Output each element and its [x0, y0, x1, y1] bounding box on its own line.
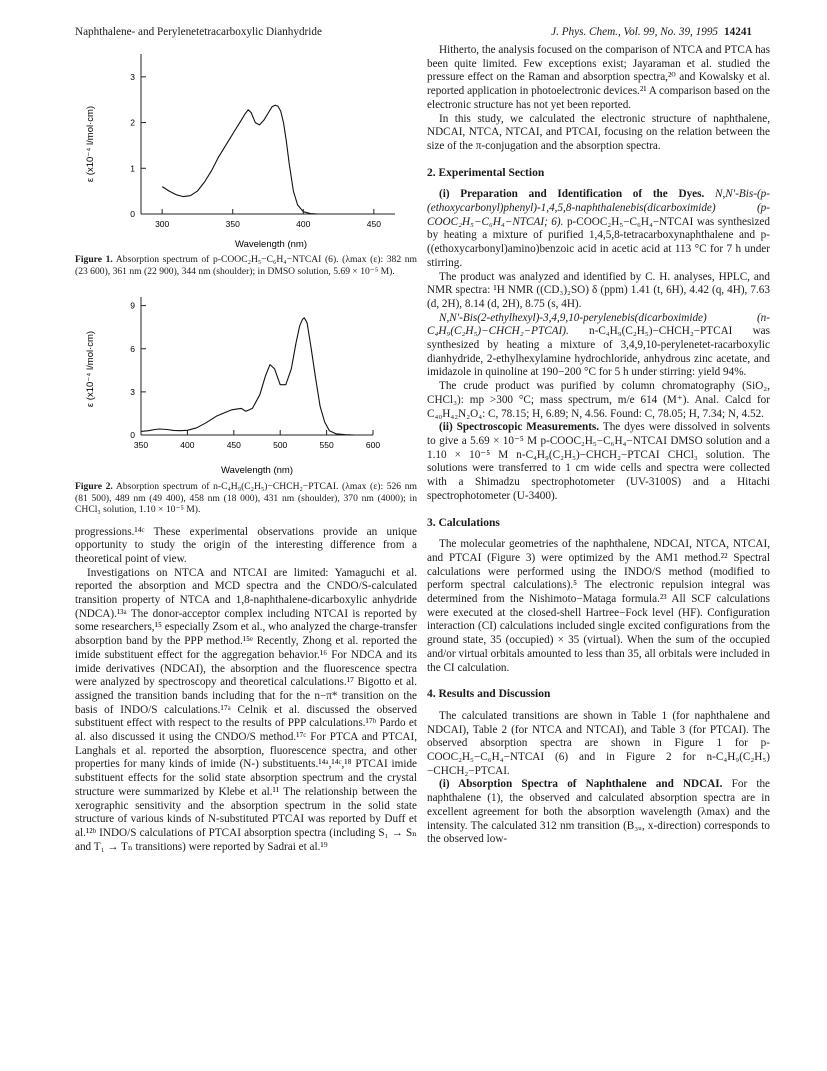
c1-x-tick-label: 400	[296, 219, 311, 229]
results-runin-heading: (i) Absorption Spectra of Naphthalene and NDCAI.	[439, 778, 723, 791]
compound-6-synthesis: p-COOC₂H₅−C₆H₄−NTCAI was synthesized by heating a mixture of purified 1,4,5,8-tetracarboxynaphthalene and p-((ethoxycarbonyl)amino)benzoic acid in acetic acid at 113 °C for 7 h under stirring.	[427, 215, 770, 269]
section-3-heading: 3. Calculations	[427, 516, 500, 529]
right-column	[427, 44, 770, 847]
nmr-paragraph: The product was analyzed and identified by C. H. analyses, HPLC, and NMR spectra: ¹H NMR ((CD₃)₂SO) δ (ppm) 1.41 (t, 6H), 4.42 (q, 4H), 7.63 (d, 2H), 8.14 (d, 2H), 8.75 (s, 4H).	[427, 270, 770, 310]
figure-1-caption	[75, 254, 417, 277]
figure-2-caption-text: Absorption spectrum of n-C₄H₉(C₂H₅)−CHCH₂−PTCAI. (λmax (ε): 526 nm (81 500), 489 nm (49 400), 458 nm (18 000), 431 nm (shoulder), 370 nm (4000); in CHCl₃ solution, 1.10 × 10⁻⁵ M).	[75, 481, 417, 515]
intro-paragraph-2: In this study, we calculated the electronic structure of naphthalene, NDCAI, NTCA, NTCAI, and PTCAI, focusing on the relation between the size of the π-conjugation and the absorption spectra.	[427, 112, 770, 152]
ptcai-paragraph	[427, 312, 770, 381]
figure-2-chart	[75, 289, 417, 479]
section-4-heading: 4. Results and Discussion	[427, 688, 551, 701]
c2-y-tick-label: 3	[130, 386, 135, 397]
c2-y-tick-label: 9	[130, 300, 135, 311]
c2-x-tick-label: 450	[226, 440, 241, 450]
figure-2-y-axis-label: ε (x10⁻⁴ l/mol·cm)	[85, 330, 96, 408]
c2-y-tick-label: 0	[130, 430, 135, 440]
c1-y-tick-label: 3	[130, 71, 135, 82]
c1-x-tick-label: 300	[155, 219, 170, 229]
figure-1-y-axis-label: ε (x10⁻⁴ l/mol·cm)	[85, 105, 96, 183]
c2-x-tick-label: 550	[319, 440, 334, 450]
c2-series-line	[141, 318, 354, 435]
left-paragraph-1: progressions.¹⁴ᶜ These experimental observations provide an unique opportunity to study the origin of the interesting difference from a theoretical point of view.	[75, 525, 417, 565]
results-paragraph-2	[427, 778, 770, 847]
c1-series-line	[162, 105, 317, 214]
figure-2-axes	[141, 297, 373, 435]
c2-y-tick-label: 6	[130, 343, 135, 354]
figure-1-axes	[141, 54, 395, 214]
c1-x-tick-label: 450	[366, 219, 381, 229]
figure-1-caption-label: Figure 1.	[75, 254, 113, 265]
spectroscopy-runin-heading: (ii) Spectroscopic Measurements.	[439, 421, 600, 434]
header-page-number: 14241	[724, 26, 752, 38]
c1-y-tick-label: 1	[130, 163, 135, 174]
figure-1-x-axis-label: Wavelength (nm)	[235, 239, 307, 250]
figure-2-caption	[75, 481, 417, 516]
spectroscopy-paragraph	[427, 421, 770, 503]
calculations-paragraph: The molecular geometries of the naphthalene, NDCAI, NTCA, NTCAI, and PTCAI (Figure 3) were optimized by the AM1 method.²² Spectral calculations were performed using the INDO/S method (modified to perform spectral calculations).⁵ The electronic repulsion integral was determined from the Nishimoto−Mataga formula.²³ All SCF calculations were executed at the closed-shell Hartree−Fock level (HF). Configuration interaction (CI) calculations included single excited configurations from the ground state, 35 (occupied) × 35 (virtual). When the sum of the occupied and/or virtual orbitals amounted to less than 35, all orbitals were included in the CI calculation.	[427, 538, 770, 674]
results-body: For the naphthalene (1), the observed and calculated absorption spectra are in excellent agreement for both the absorption wavelength (λmax) and the intensity. The calculated 312 nm transition (B₃ᵤ, x-direction) corresponds to the observed low-	[427, 778, 771, 846]
dyes-paragraph	[427, 188, 770, 270]
header-journal-info	[551, 24, 752, 40]
figure-2-caption-label: Figure 2.	[75, 481, 113, 492]
dyes-runin-heading: (i) Preparation and Identification of the Dyes.	[439, 188, 705, 201]
purification-paragraph: The crude product was purified by column chromatography (SiO₂, CHCl₃): mp >300 °C; mass spectrum, m/e 614 (M⁺). Anal. Calcd for C₄₀H₄₂N₂O₄: C, 78.15; H, 6.89; N, 4.56. Found: C, 78.05; H, 7.34; N, 4.52.	[427, 380, 770, 420]
c2-x-tick-label: 500	[273, 440, 288, 450]
header-journal: J. Phys. Chem., Vol. 99, No. 39, 1995	[551, 26, 719, 38]
intro-paragraph-1: Hitherto, the analysis focused on the comparison of NTCA and PTCA has been quite limited. Few exceptions exist; Jayaraman et al. studied the pressure effect on the Raman and absorption spectra,²⁰ and Kowalsky et al. reported application in photoelectronic devices.²¹ A comparison based on the electronic structure has not yet been reported.	[427, 44, 770, 111]
figure-2-x-axis-label: Wavelength (nm)	[221, 465, 293, 476]
figure-1-chart	[75, 44, 417, 252]
spectroscopy-body: The dyes were dissolved in solvents to give a 5.69 × 10⁻⁵ M p-COOC₂H₅−C₆H₄−NTCAI DMSO solution and a 1.10 × 10⁻⁵ M n-C₄H₉(C₂H₅)−CHCH₂−PTCAI CHCl₃ solution. The solutions were transferred to 1 cm wide cells and spectra were collected with a Shimadzu spectrophotometer (UV-3100S) and a Hitachi spectrophotometer (U-3400).	[427, 421, 771, 502]
running-header	[75, 24, 752, 40]
left-paragraph-2: Investigations on NTCA and NTCAI are limited: Yamaguchi et al. reported the absorption and MCD spectra and the CNDO/S-calculated transition property of NTCA and 1,8-naphthalene-dicarboxylic anhydride (NDCA).¹³ᵃ The donor-acceptor complex including NTCAI is reported by some researchers,¹⁵ especially Zsom et al., who analyzed the charge-transfer absorption band by the PPP method.¹⁵ᵉ Recently, Zhong et al. reported the imide substituent effect for the aggregation behavior.¹⁶ For NDCA and its imide derivatives (NDCAI), the absorption and the fluorescence spectra were analyzed by spectroscopy and theoretical calculations.¹⁷ Bigotto et al. assigned the transition bands including that for the n−π* transition on the basis of INDO/S calculations.¹⁷ᵃ Celnik et al. discussed the observed substituent effect with respect to the results of PPP calculations.¹⁷ᵇ Pardo et al. also discussed it using the CNDO/S method.¹⁷ᶜ For PTCA and PTCAI, Langhals et al. reported the absorption, fluorescence spectra, and other properties for many kinds of imide (N-) substituents.¹⁴ᵃ,¹⁴ᶜ,¹⁸ PTCAI imide substituent effects for the solid state absorption spectrum and the crystal structure were summarized by Klebe et al.¹¹ The relationship between the xerographic sensitivity and the absorption spectrum in the solid state structure of various kinds of N-substituted PTCAI was reported by Duff et al.¹²ᵇ INDO/S calculations of PTCAI absorption spectra (including S₁ → Sₙ and T₁ → Tₙ transitions) were reported by Sadrai et al.¹⁹	[75, 566, 417, 853]
c1-y-tick-label: 2	[130, 117, 135, 128]
c2-x-tick-label: 350	[133, 440, 149, 450]
ptcai-synthesis: n-C₄H₉(C₂H₅)−CHCH₂−PTCAI was synthesized by heating a mixture of 3,4,9,10-perylenetet-racarboxylic dianhydride, 2-ethylhexylamine hydrochloride, anhydrous zinc acetate, and imidazole in quinoline at 190−200 °C for 5 h under stirring: yield 94%.	[427, 325, 771, 379]
c2-x-tick-label: 600	[365, 440, 381, 450]
figure-1-caption-text: Absorption spectrum of p-COOC₂H₅−C₆H₄−NTCAI (6). (λmax (ε): 382 nm (23 600), 361 nm (22 900), 344 nm (shoulder); in DMSO solution, 5.69 × 10⁻⁵ M).	[75, 254, 417, 277]
section-2-heading: 2. Experimental Section	[427, 166, 545, 179]
c2-x-tick-label: 400	[180, 440, 195, 450]
c1-y-tick-label: 0	[130, 209, 135, 219]
results-paragraph-1: The calculated transitions are shown in Table 1 (for naphthalene and NDCAI), Table 2 (for NTCA and NTCAI), and Table 3 (for PTCAI). The observed absorption spectra are shown in Figure 1 for p-COOC₂H₅−C₆H₄−NTCAI (6) and in Figure 2 for n-C₄H₉(C₂H₅)−CHCH₂−PTCAI.	[427, 709, 770, 777]
left-column	[75, 44, 417, 854]
c1-x-tick-label: 350	[225, 219, 240, 229]
figure-2	[75, 289, 417, 479]
ptcai-name: N,N′-Bis(2-ethylhexyl)-3,4,9,10-perylenebis(dicarboximide) (n-C₄H₉(C₂H₅)−CHCH₂−PTCAI).	[427, 311, 770, 338]
compound-6-name: N,N′-Bis-(p-(ethoxycarbonyl)phenyl)-1,4,5,8-naphthalenebis(dicarboximide) (p-COOC₂H₅−C₆H₄−NTCAI; 6).	[427, 188, 770, 228]
header-title: Naphthalene- and Perylenetetracarboxylic Dianhydride	[75, 26, 322, 38]
figure-1	[75, 44, 417, 252]
